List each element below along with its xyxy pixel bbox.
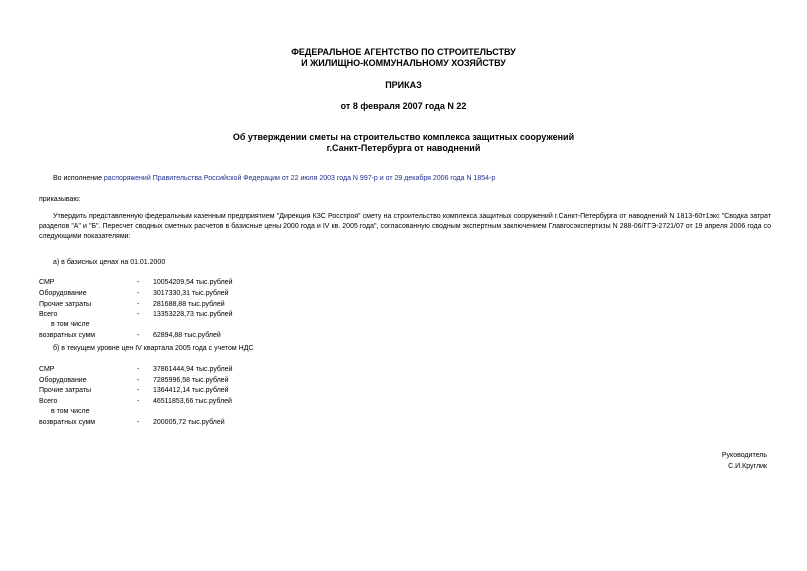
row-value: 10054209,54 тыс.рублей xyxy=(153,279,233,286)
row-value: 7285996,58 тыс.рублей xyxy=(153,377,229,384)
table-row xyxy=(0,386,807,396)
main-paragraph: Утвердить представленную федеральным казенным предприятием "Дирекция КЗС Росстроя" смету на строительство комплекса защитных сооружений г.Санкт-Петербурга от наводнений N 1813-60т1экс "Сводка затрат разделов "А" и "Б". Пересчет сводных сметных расчетов в базисные цены 2000 года и IV кв. 2005 года", согласованную сводным экспертным заключением Главгосэкспертизы N 288-06/ГГЭ-2721/07 от 19 апреля 2006 года со следующими показателями: xyxy=(39,213,771,240)
row-dash: - xyxy=(137,279,140,286)
row-dash: - xyxy=(137,419,140,426)
row-dash: - xyxy=(137,301,140,308)
table-row xyxy=(0,418,807,428)
row-label: возвратных сумм xyxy=(39,332,96,339)
table-row xyxy=(0,376,807,386)
row-label: Оборудование xyxy=(39,290,87,297)
intro-prefix: Во исполнение xyxy=(53,175,104,182)
row-label: возвратных сумм xyxy=(39,419,96,426)
document-title-line1: Об утверждении сметы на строительство комплекса защитных сооружений xyxy=(232,132,575,142)
row-label: Прочие затраты xyxy=(39,301,92,308)
agency-name-line1: ФЕДЕРАЛЬНОЕ АГЕНТСТВО ПО СТРОИТЕЛЬСТВУ xyxy=(291,47,516,57)
row-dash: - xyxy=(137,398,140,405)
row-label: в том числе xyxy=(51,408,90,415)
row-dash: - xyxy=(137,387,140,394)
table-row xyxy=(0,278,807,288)
row-value: 37861444,94 тыс.рублей xyxy=(153,366,233,373)
row-label: Всего xyxy=(39,398,58,405)
row-value: 1364412,14 тыс.рублей xyxy=(153,387,229,394)
row-label: в том числе xyxy=(51,321,90,328)
document-type: ПРИКАЗ xyxy=(385,80,422,90)
row-label: СМР xyxy=(39,279,55,286)
section-a-heading: а) в базисных ценах на 01.01.2000 xyxy=(53,259,166,266)
document-title-line2: г.Санкт-Петербурга от наводнений xyxy=(326,143,481,153)
row-dash: - xyxy=(137,366,140,373)
row-value: 3017330,31 тыс.рублей xyxy=(153,290,229,297)
row-value: 46511853,66 тыс.рублей xyxy=(153,398,232,405)
table-row xyxy=(0,397,807,407)
row-label: Оборудование xyxy=(39,377,87,384)
row-dash: - xyxy=(137,311,140,318)
agency-name-line2: И ЖИЛИЩНО-КОММУНАЛЬНОМУ ХОЗЯЙСТВУ xyxy=(301,58,506,68)
regulation-link[interactable]: распоряжений Правительства Российской Федерации от 22 июля 2003 года N 997-р и от 29 декабря 2006 года N 1854-р xyxy=(103,175,496,182)
table-row xyxy=(0,289,807,299)
row-value: 13353228,73 тыс.рублей xyxy=(153,311,233,318)
table-row xyxy=(0,331,807,341)
row-label: Прочие затраты xyxy=(39,387,92,394)
order-word: приказываю: xyxy=(39,196,81,203)
signature-name: С.И.Круглик xyxy=(728,463,767,470)
table-row xyxy=(0,407,807,417)
intro-paragraph xyxy=(53,174,495,183)
row-label: СМР xyxy=(39,366,55,373)
row-value: 200005,72 тыс.рублей xyxy=(153,419,225,426)
table-row xyxy=(0,365,807,375)
row-value: 62894,88 тыс.рублей xyxy=(153,332,221,339)
table-row xyxy=(0,310,807,320)
row-dash: - xyxy=(137,332,140,339)
row-value: 281688,88 тыс.рублей xyxy=(153,301,225,308)
table-row xyxy=(0,320,807,330)
document-date: от 8 февраля 2007 года N 22 xyxy=(340,101,467,111)
section-b-heading: б) в текущем уровне цен IV квартала 2005 года с учетом НДС xyxy=(53,345,254,352)
row-dash: - xyxy=(137,290,140,297)
table-row xyxy=(0,300,807,310)
signature-position: Руководитель xyxy=(721,452,767,459)
row-dash: - xyxy=(137,377,140,384)
row-label: Всего xyxy=(39,311,58,318)
